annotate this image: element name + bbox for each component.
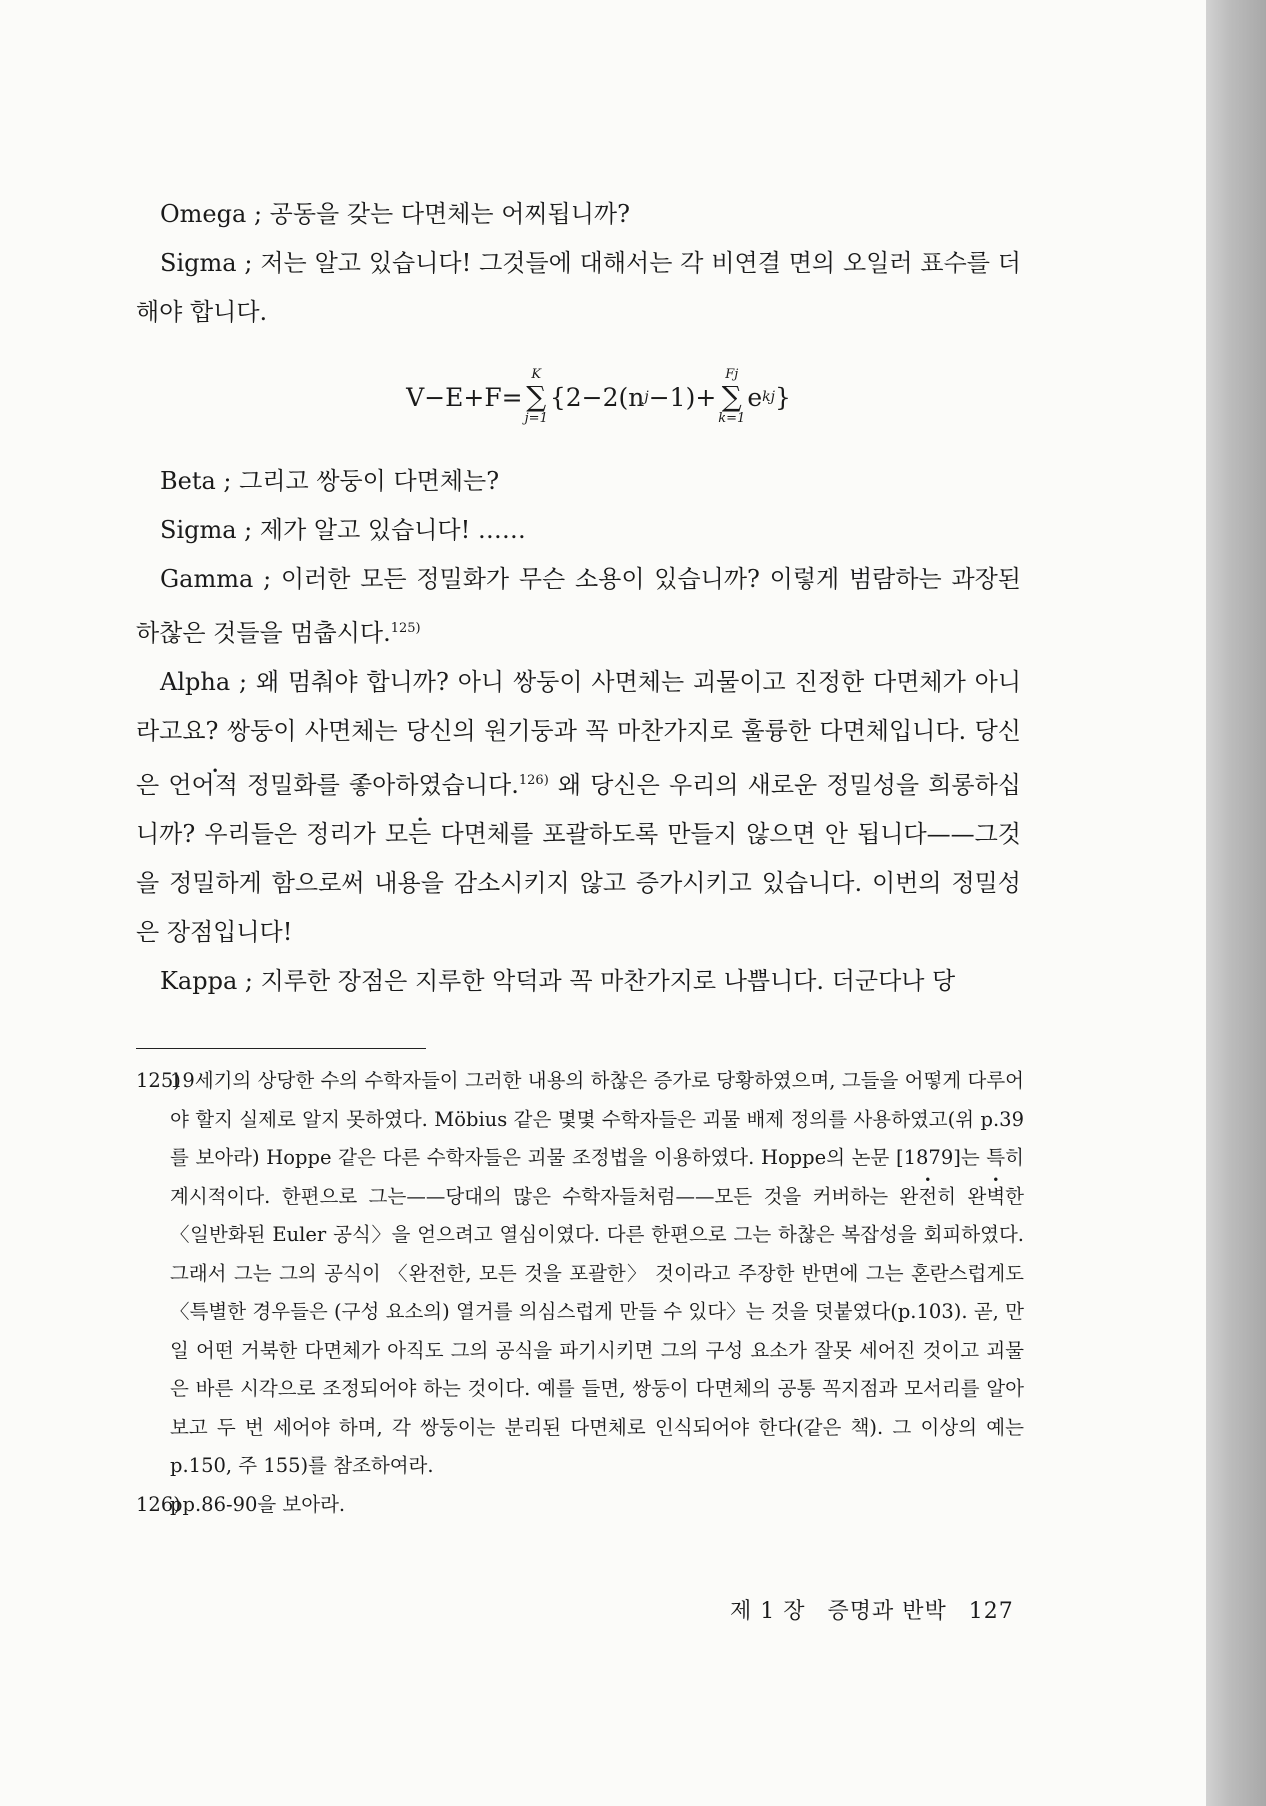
emphasis-verbal: 언어적 [168,771,238,799]
emphasis-completely: 완전히 [899,1184,957,1208]
alpha-text-1: Alpha ; 왜 멈춰야 합니까? 아니 쌍둥이 사면체는 괴물이고 진정한 다면체가 아니라고요? 쌍둥이 사면체는 당신의 원기둥과 꼭 마찬가지로 훌륭한 다면체입니다. 당신은 [136,668,1021,799]
sum1-upper: K [531,367,542,382]
footnote-number: 126) [136,1492,181,1516]
alpha-text-3: 왜 당신은 우리의 새로운 정밀성을 희롱하십니까? 우리들은 정리가 [136,771,1021,848]
paragraph-sigma: Sigma ; 저는 알고 있습니다! 그것들에 대해서는 각 비연결 면의 오일러 표수를 더해야 합니다. [136,249,1021,326]
footnote-126 [136,1486,1024,1525]
formula-part4: } [774,382,791,412]
page-number: 127 [968,1599,1014,1624]
sum2-lower: k=1 [718,411,746,426]
emphasis-all: 모든 [384,820,432,848]
running-footer [730,1594,1028,1625]
footnote-divider [136,1048,426,1049]
sigma-symbol: ∑ [721,380,742,413]
paragraph-omega: Omega ; 공동을 갖는 다면체는 어찌됩니까? [160,200,630,228]
page-stack-edge [1206,0,1266,1806]
paragraph-beta: Beta ; 그리고 쌍둥이 다면체는? [160,467,500,495]
footnote-125-text-a: 19세기의 상당한 수의 수학자들이 그러한 내용의 하찮은 증가로 당황하였으며, 그들을 어떻게 다루어야 할지 실제로 알지 못하였다. Möbius 같은 몇몇 수학자들은 괴물 배제 정의를 사용하였고(위 p.39를 보아라) Hoppe 같은 다른 수학자들은 괴물 조정법을 이용하였다. Hoppe의 논문 [1879]는 특히 계시적이다. 한편으로 그는——당대의 많은 수학자들처럼——모든 것을 커버하는 [170,1069,1024,1208]
formula-sub-j: j [644,388,649,405]
chapter-title: 증명과 반박 [827,1599,947,1624]
space [956,1185,967,1208]
chapter-label: 제 1 장 [730,1599,806,1624]
paragraph-alpha [136,658,1021,957]
paragraph-gamma [136,555,1021,658]
alpha-text-2: 정밀화를 좋아하였습니다. [237,771,519,799]
alpha-text-4: 다면체를 포괄하도록 만들지 않으면 안 됩니다——그것을 정밀하게 함으로써 내용을 감소시키지 않고 증가시키고 있습니다. 이번의 정밀성은 장점입니다! [136,820,1021,946]
paragraph-sigma-2: Sigma ; 제가 알고 있습니다! …… [160,516,526,544]
footnote-ref-125: 125) [390,621,421,636]
footnote-125 [136,1062,1024,1486]
formula-part1: {2−2(n [549,382,645,412]
formula-lhs: V−E+F= [406,382,523,412]
paragraph-kappa: Kappa ; 지루한 장점은 지루한 악덕과 꼭 마찬가지로 나쁩니다. 더군다나 당 [160,967,956,995]
formula-part3: e [747,382,763,412]
formula-part2: −1)+ [648,382,717,412]
main-text [136,190,1021,1006]
formula-sub-kj: kj [762,388,775,405]
gamma-text: Gamma ; 이러한 모든 정밀화가 무슨 소용이 있습니까? 이렇게 범람하는 과장된 하찮은 것들을 멈춥시다. [136,565,1021,647]
summation-1 [525,367,548,427]
euler-formula [176,337,1021,457]
footnote-number: 125) [136,1069,181,1092]
footnote-126-text: pp.86-90을 보아라. [170,1492,346,1516]
footnote-ref-126: 126) [518,773,549,788]
sum2-upper: Fj [725,367,739,382]
footnotes [136,1062,1024,1524]
sum1-lower: j=1 [524,411,548,426]
footnote-125-text-b: 〈일반화된 Euler 공식〉을 얻으려고 열심이였다. 다른 한편으로 그는 하찮은 복잡성을 회피하였다. 그래서 그는 그의 공식이 〈완전한, 모든 것을 포괄한〉 것이라고 주장한 반면에 그는 혼란스럽게도 〈특별한 경우들은 (구성 요소의) 열거를 의심스럽게 만들 수 있다〉는 것을 덧붙였다(p.103). 곧, 만일 어떤 거북한 다면체가 아직도 그의 공식을 파기시키면 그의 구성 요소가 잘못 세어진 것이고 괴물은 바른 시각으로 조정되어야 하는 것이다. 예를 들면, 쌍둥이 다면체의 공통 꼭지점과 모서리를 알아보고 두 번 세어야 하며, 각 쌍둥이는 분리된 다면체로 인식되어야 한다(같은 책). 그 이상의 예는 p.150, 주 155)를 참조하여라. [170,1223,1024,1477]
emphasis-perfect: 완벽한 [967,1184,1025,1208]
summation-2 [718,367,745,427]
sigma-symbol: ∑ [526,380,547,413]
